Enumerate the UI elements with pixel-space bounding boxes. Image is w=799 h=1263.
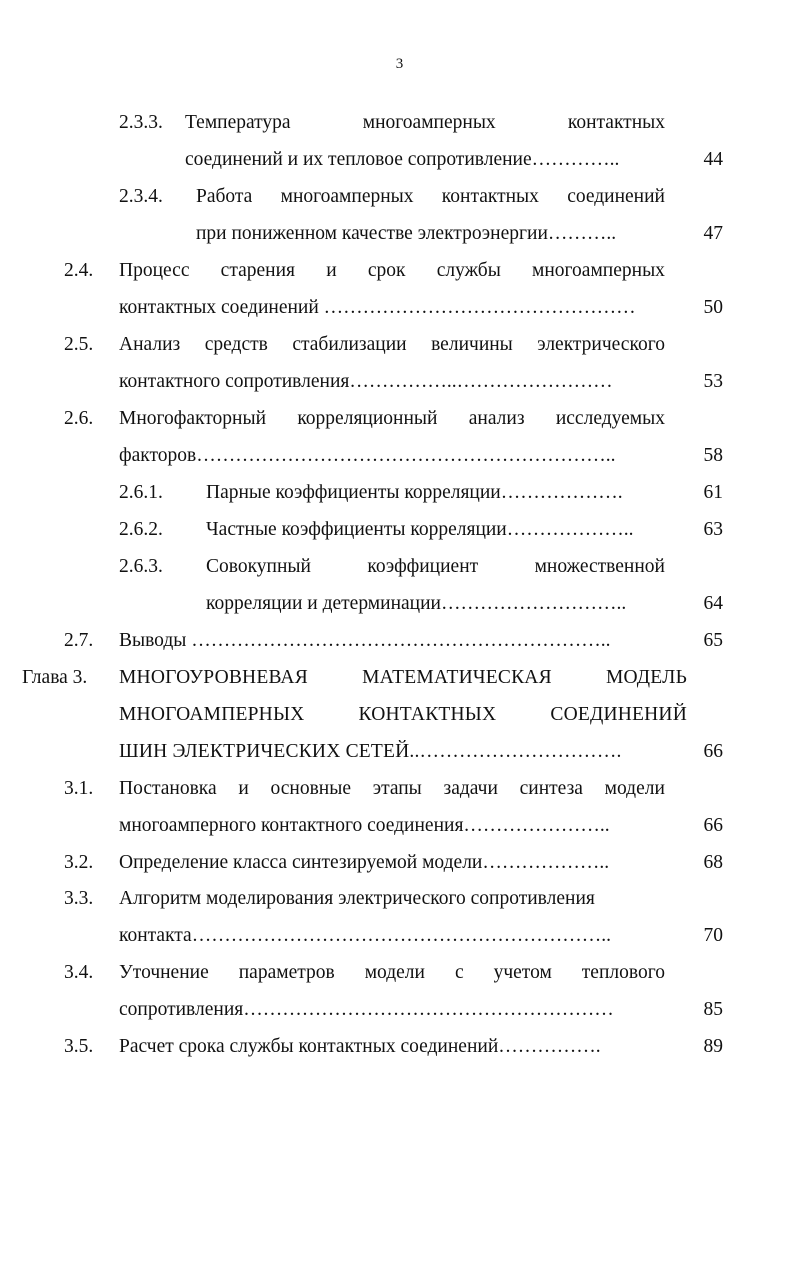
toc-title-line: Уточнение параметров модели с учетом теплового (119, 962, 665, 983)
toc-number: 3.2. (64, 852, 94, 873)
toc-page-number: 66 (703, 741, 723, 762)
toc-page-number: 47 (703, 223, 723, 244)
toc-title-line: Определение класса синтезируемой модели……………….. (119, 852, 610, 873)
toc-title-line: контактного сопротивления……………..…………………… (119, 371, 613, 392)
toc-number: 3.3. (64, 888, 94, 909)
toc-number: 2.3.4. (119, 186, 163, 207)
toc-number: 3.5. (64, 1036, 94, 1057)
toc-title-line: сопротивления………………………………………………… (119, 999, 614, 1020)
toc-number: 2.6.3. (119, 556, 163, 577)
toc-title-line: ШИН ЭЛЕКТРИЧЕСКИХ СЕТЕЙ..…………………………. (119, 741, 622, 762)
toc-number: 2.6. (64, 408, 94, 429)
toc-page-number: 89 (703, 1036, 723, 1057)
toc-page-number: 63 (703, 519, 723, 540)
toc-title-line: Многофакторный корреляционный анализ исследуемых (119, 408, 665, 429)
toc-page-number: 70 (703, 925, 723, 946)
page-number: 3 (395, 56, 404, 72)
toc-title-line: МНОГОУРОВНЕВАЯ МАТЕМАТИЧЕСКАЯ МОДЕЛЬ (119, 667, 687, 688)
toc-title-line: контакта……………………………………………………….. (119, 925, 611, 946)
toc-page-number: 53 (703, 371, 723, 392)
toc-number: 2.6.1. (119, 482, 163, 503)
toc-page-number: 61 (703, 482, 723, 503)
toc-title-line: МНОГОАМПЕРНЫХ КОНТАКТНЫХ СОЕДИНЕНИЙ (119, 704, 687, 725)
toc-title-line: факторов……………………………………………………….. (119, 445, 616, 466)
toc-chapter-number: Глава 3. (22, 667, 88, 688)
toc-title-line: Выводы ……………………………………………………….. (119, 630, 611, 651)
toc-page-number: 85 (703, 999, 723, 1020)
toc-number: 3.1. (64, 778, 94, 799)
toc-page-number: 50 (703, 297, 723, 318)
toc-title-line: Парные коэффициенты корреляции………………. (206, 482, 623, 503)
toc-number: 2.7. (64, 630, 94, 651)
toc-title-line: Алгоритм моделирования электрического сопротивления (119, 888, 595, 909)
toc-title-line: Процесс старения и срок службы многоамперных (119, 260, 665, 281)
toc-title-line: соединений и их тепловое сопротивление………….. (185, 149, 620, 170)
toc-title-line: Частные коэффициенты корреляции……………….. (206, 519, 634, 540)
toc-title-line: Расчет срока службы контактных соединений……………. (119, 1036, 601, 1057)
toc-title-line: Работа многоамперных контактных соединений (196, 186, 665, 207)
toc-number: 2.3.3. (119, 112, 163, 133)
toc-number: 2.5. (64, 334, 94, 355)
toc-title-line: при пониженном качестве электроэнергии……….. (196, 223, 617, 244)
toc-page-number: 65 (703, 630, 723, 651)
toc-title-line: корреляции и детерминации……………………….. (206, 593, 627, 614)
toc-page-number: 66 (703, 815, 723, 836)
toc-title-line: многоамперного контактного соединения………………….. (119, 815, 610, 836)
toc-title-line: Совокупный коэффициент множественной (206, 556, 665, 577)
toc-title-line: Анализ средств стабилизации величины электрического (119, 334, 665, 355)
toc-page-number: 64 (703, 593, 723, 614)
toc-title-line: Температура многоамперных контактных (185, 112, 665, 133)
toc-number: 2.4. (64, 260, 94, 281)
toc-title-line: контактных соединений ………………………………………… (119, 297, 636, 318)
toc-page-number: 58 (703, 445, 723, 466)
toc-number: 2.6.2. (119, 519, 163, 540)
toc-page-number: 68 (703, 852, 723, 873)
toc-number: 3.4. (64, 962, 94, 983)
toc-title-line: Постановка и основные этапы задачи синтеза модели (119, 778, 665, 799)
toc-page-number: 44 (703, 149, 723, 170)
